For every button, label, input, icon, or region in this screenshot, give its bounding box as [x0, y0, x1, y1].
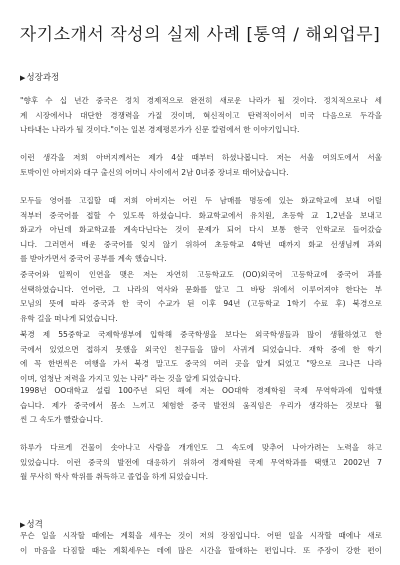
paragraph — [20, 194, 382, 267]
paragraph-line: 를 받아가면서 중국어 공부를 계속 했습니다. — [20, 254, 167, 263]
document-title: 자기소개서 작성의 실제 사례 [통역 / 해외업무] — [19, 25, 381, 45]
paragraph-line: 토박이인 아버지와 대구 출신의 어머니 사이에서 2남 0녀중 장녀로 태어났습니다. — [20, 167, 289, 177]
paragraph-line: 국에서 있었으면 접하지 못했을 외국인 친구들을 많이 사귀게 되었습니다. 재학 중에 한 학기 — [20, 344, 382, 354]
paragraph-line: 이며, 엄청난 저력을 가지고 있는 나라" 라는 것을 알게 되었습니다. — [20, 373, 241, 383]
paragraph — [20, 328, 382, 386]
paragraph-line: 습니다. 제가 중국에서 몸소 느끼고 체험한 중국 발전의 움직임은 우리가 생각하는 것보다 훨 — [20, 400, 382, 410]
paragraph-line: 월 무사히 학사 학위를 취득하고 졸업을 하게 되었습니다. — [20, 472, 209, 481]
paragraph-line: 중국어와 일찍이 인연을 맺은 저는 자연히 고등학교도 (OO)외국어 고등학교에 중국어 과를 — [20, 270, 382, 279]
paragraph-line: 적부터 중국어를 접할 수 있도록 하셨습니다. 화교학교에서 유치원, 초등학 교 1,2년을 보내고 — [20, 210, 382, 220]
triangle-bullet-icon: ▶ — [20, 74, 26, 82]
paragraph-line: 씬 그 속도가 빨랐습니다. — [20, 415, 104, 424]
paragraph-line: 에 꼭 한번씩은 여행을 가서 북경 말고도 중국의 여러 곳을 알게 되었고 "땅으로 크나큰 나라 — [20, 359, 382, 368]
paragraph-line: 이런 생각을 저희 아버지께서는 제가 4살 때부터 하셨나봅니다. 저는 서울 여의도에서 서울 — [20, 153, 382, 162]
section-heading-growth — [20, 71, 59, 83]
paragraph — [20, 384, 382, 428]
paragraph-line: 북경 제 55중학교 국제학생부에 입학해 중국학생을 보다는 외국학생들과 많이 생활하였고 한 — [20, 330, 382, 339]
paragraph-line: 하루가 다르게 건물이 솟아나고 사람을 개개인도 그 속도에 맞추어 나아가려는 노력을 하고 — [20, 443, 382, 452]
paragraph-line: 유학 길을 떠나게 되었습니다. — [20, 313, 118, 323]
paragraph-line: "향후 수 십 년간 중국은 정치 경제적으로 완전히 새로운 나라가 될 것이다. 정치적으로나 세 — [20, 96, 382, 105]
paragraph-line: 이 마음을 다짐할 때는 계획세우는 데에 많은 시간을 할애하는 편입니다. 또 주장이 강한 편이 — [20, 545, 382, 555]
paragraph-line: 모님의 뜻에 따라 중국과 한 국이 수교가 된 이후 94년 (고등학교 1학기 수료 후) 북경으로 — [20, 299, 382, 308]
paragraph-line: 선택하였습니다. 언어란, 그 나라의 역사와 문화를 알고 그 바탕 위에서 이루어져야 한다는 부 — [20, 284, 382, 294]
paragraph — [20, 268, 382, 326]
paragraph-line: 화교가 아닌데 화교학교를 계속다닌다는 것이 문제가 되어 다시 보통 한국 인학교로 들어갔습 — [20, 225, 382, 234]
paragraph — [20, 94, 382, 138]
paragraph-line: 1998년 OO대학교 설립 100주년 되던 해에 저는 OO대학 경제학원 국제 무역학과에 입학했 — [20, 386, 382, 395]
paragraph — [20, 529, 382, 558]
section-heading-label: 성장과정 — [26, 73, 60, 83]
paragraph — [20, 151, 382, 180]
paragraph-line: 계 시장에서나 대단한 경쟁력을 가질 것이며, 혁신적이고 탄력적이어서 미국 다음으로 두각을 — [20, 110, 382, 120]
paragraph-line: 나타내는 나라가 될 것이다."이는 일본 경제평론가가 신문 칼럼에서 한 이야기입니다. — [20, 125, 300, 134]
paragraph-line: 모두들 영어를 고집할 때 저희 아버지는 어린 두 남매를 명동에 있는 화교학교에 보내 어릴 — [20, 196, 382, 205]
section-heading-label: 성격 — [26, 520, 43, 530]
paragraph — [20, 441, 382, 485]
paragraph-line: 니다. 그러면서 배운 중국어를 잊지 않기 위하여 초등학교 4학년 때까지 화교 선생님께 과외 — [20, 239, 382, 249]
paragraph-line: 무슨 일을 시작할 때에는 계획을 세우는 것이 저의 장점입니다. 어떤 일을 시작할 때에나 새로 — [20, 531, 382, 540]
triangle-bullet-icon: ▶ — [20, 521, 26, 529]
paragraph-line: 있었습니다. 이런 중국의 발전에 대응하기 위하여 경제학원 국제 무역학과를 택했고 2002년 7 — [20, 457, 382, 467]
